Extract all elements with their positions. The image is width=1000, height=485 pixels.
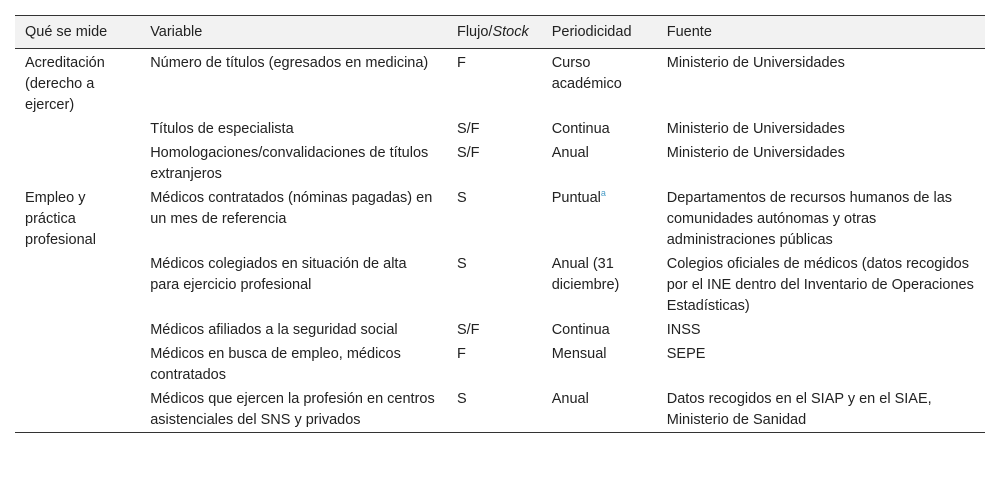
cell-periodicidad: Anual bbox=[551, 145, 589, 161]
footnote-link[interactable]: a bbox=[600, 188, 606, 199]
header-flujo-stock bbox=[447, 16, 542, 49]
cell-periodicidad: Anual (31 diciembre) bbox=[551, 256, 620, 293]
cell-fuente: Departamentos de recursos humanos de las comunidades autónomas y otras administraciones públicas bbox=[666, 190, 953, 248]
header-fuente: Fuente bbox=[666, 24, 712, 40]
table-row bbox=[15, 342, 985, 387]
cell-periodicidad-with-footnote bbox=[542, 186, 657, 252]
cell-fuente: Colegios oficiales de médicos (datos recogidos por el INE dentro del Inventario de Operaciones Estadísticas) bbox=[666, 256, 974, 314]
cell-que-se-mide bbox=[15, 252, 140, 318]
cell-periodicidad: Curso académico bbox=[551, 55, 622, 92]
cell-periodicidad: Continua bbox=[551, 121, 610, 137]
cell-fuente: Ministerio de Universidades bbox=[666, 55, 845, 71]
cell-variable: Médicos en busca de empleo, médicos contratados bbox=[150, 346, 401, 383]
cell-fuente: SEPE bbox=[666, 346, 706, 362]
table-row bbox=[15, 318, 985, 342]
cell-flujo: F bbox=[456, 346, 466, 362]
cell-periodicidad: Anual bbox=[551, 391, 589, 407]
cell-fuente: Ministerio de Universidades bbox=[666, 121, 845, 137]
header-que-se-mide: Qué se mide bbox=[25, 24, 108, 40]
cell-fuente: Datos recogidos en el SIAP y en el SIAE, Ministerio de Sanidad bbox=[666, 391, 932, 428]
cell-variable: Títulos de especialista bbox=[150, 121, 294, 137]
cell-fuente: Ministerio de Universidades bbox=[666, 145, 845, 161]
cell-flujo: F bbox=[456, 55, 466, 71]
data-table bbox=[15, 15, 985, 433]
cell-variable: Médicos afiliados a la seguridad social bbox=[150, 322, 398, 338]
table-row bbox=[15, 117, 985, 141]
cell-flujo: S/F bbox=[456, 145, 480, 161]
header-periodicidad: Periodicidad bbox=[551, 24, 632, 40]
cell-flujo: S/F bbox=[456, 322, 480, 338]
cell-que-se-mide bbox=[15, 342, 140, 387]
cell-que-se-mide: Acreditación (derecho a ejercer) bbox=[25, 55, 105, 113]
cell-flujo: S bbox=[456, 391, 467, 407]
cell-flujo: S bbox=[456, 256, 467, 272]
cell-variable: Número de títulos (egresados en medicina) bbox=[150, 55, 429, 71]
cell-periodicidad: Continua bbox=[551, 322, 610, 338]
cell-que-se-mide bbox=[15, 141, 140, 186]
table-header-row bbox=[15, 16, 985, 49]
data-table-container bbox=[15, 15, 985, 433]
header-flujo: Flujo/ bbox=[456, 24, 493, 40]
header-variable: Variable bbox=[150, 24, 203, 40]
cell-periodicidad: Mensual bbox=[551, 346, 607, 362]
cell-flujo: S/F bbox=[456, 121, 480, 137]
table-row bbox=[15, 49, 985, 118]
table-row bbox=[15, 252, 985, 318]
cell-flujo: S bbox=[456, 190, 467, 206]
cell-variable: Médicos contratados (nóminas pagadas) en un mes de referencia bbox=[150, 190, 433, 227]
table-row bbox=[15, 141, 985, 186]
cell-fuente: INSS bbox=[666, 322, 701, 338]
cell-que-se-mide bbox=[15, 318, 140, 342]
cell-que-se-mide bbox=[15, 117, 140, 141]
table-row bbox=[15, 186, 985, 252]
cell-que-se-mide bbox=[15, 387, 140, 433]
cell-variable: Médicos que ejercen la profesión en centros asistenciales del SNS y privados bbox=[150, 391, 435, 428]
cell-periodicidad: Puntual bbox=[551, 190, 601, 206]
header-stock: Stock bbox=[492, 24, 529, 40]
cell-variable: Homologaciones/convalidaciones de títulos extranjeros bbox=[150, 145, 429, 182]
table-row bbox=[15, 387, 985, 433]
cell-que-se-mide: Empleo y práctica profesional bbox=[25, 190, 96, 248]
cell-variable: Médicos colegiados en situación de alta para ejercicio profesional bbox=[150, 256, 407, 293]
